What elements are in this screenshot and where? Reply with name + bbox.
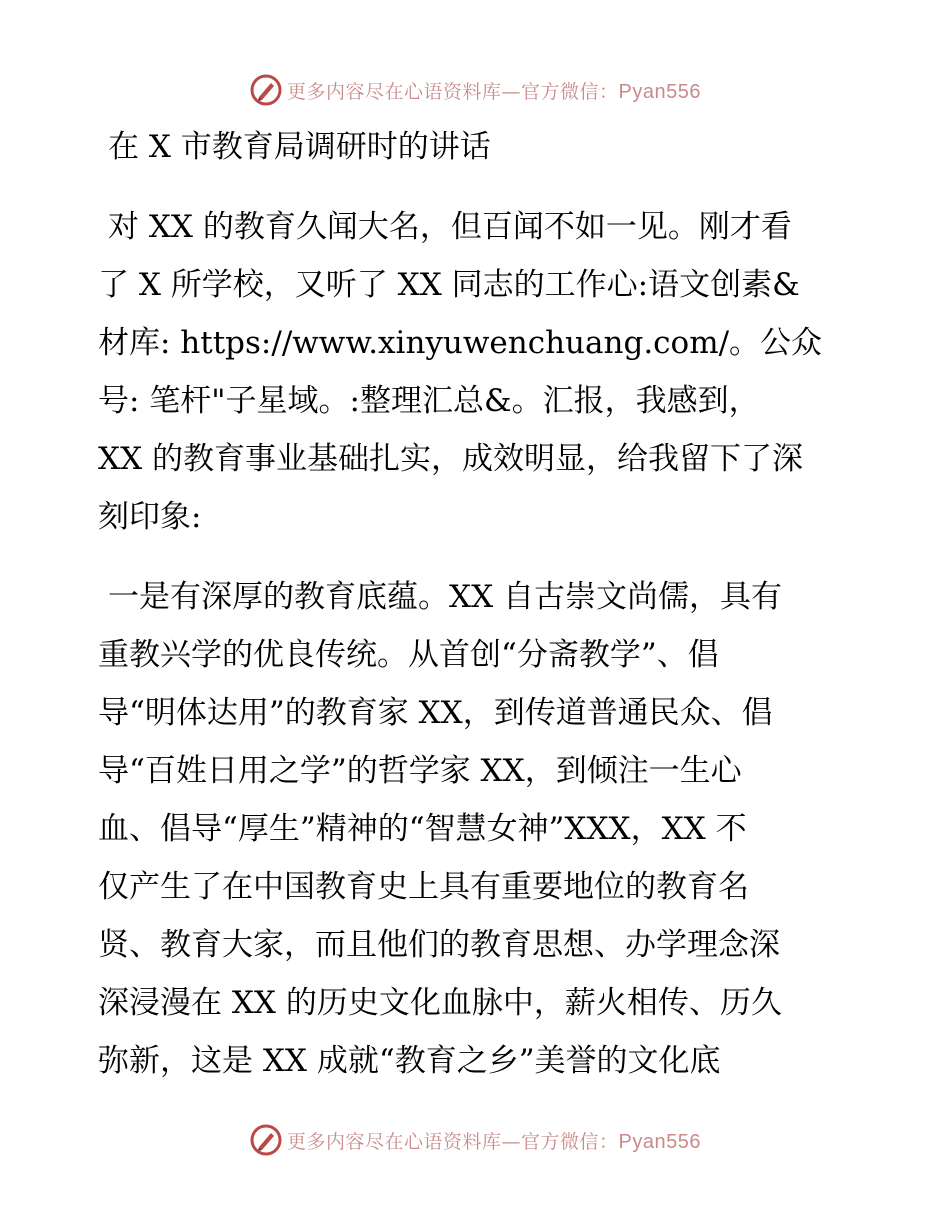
header-banner	[0, 70, 950, 110]
paragraph-line: 导“百姓日用之学”的哲学家 XX，到倾注一生心	[98, 753, 742, 789]
document-body	[98, 118, 878, 1090]
paragraph-line: 仅产生了在中国教育史上具有重要地位的教育名	[98, 869, 749, 905]
paragraph-line: 了 X 所学校，又听了 XX 同志的工作心:语文创素&	[98, 267, 800, 303]
paragraph-line: 深浸漫在 XX 的历史文化血脉中，薪火相传、历久	[98, 985, 782, 1021]
paragraph-line: 材库: https://www.xinyuwenchuang.com/。公众	[98, 325, 823, 361]
pen-logo-icon	[249, 1123, 283, 1157]
footer-banner-text	[287, 1127, 701, 1154]
paragraph-line: 刻印象:	[98, 499, 202, 535]
paragraph-line: 弥新，这是 XX 成就“教育之乡”美誉的文化底	[98, 1043, 721, 1079]
pen-logo-icon	[249, 73, 283, 107]
document-title: 在 X 市教育局调研时的讲话	[108, 129, 491, 165]
banner-wechat-id: Pyan556	[618, 80, 701, 103]
banner-official-label: 官方微信：	[521, 80, 619, 103]
banner-separator: —	[501, 80, 522, 103]
paragraph-line: 号: 笔杆"子星域。:整理汇总&。汇报，我感到，	[98, 383, 760, 419]
footer-banner	[0, 1120, 950, 1160]
banner-wechat-id: Pyan556	[618, 1130, 701, 1153]
paragraph-line: 血、倡导“厚生”精神的“智慧女神”XXX，XX 不	[98, 811, 747, 847]
header-banner-text	[287, 77, 701, 104]
paragraph-line: 贤、教育大家，而且他们的教育思想、办学理念深	[98, 927, 780, 963]
paragraph-line: 对 XX 的教育久闻大名，但百闻不如一见。刚才看	[108, 209, 792, 245]
banner-separator: —	[501, 1130, 522, 1153]
paragraph-line: 重教兴学的优良传统。从首创“分斋教学”、倡	[98, 637, 719, 673]
paragraph-line: 一是有深厚的教育底蕴。XX 自古崇文尚儒，具有	[108, 579, 782, 615]
paragraph-point-one	[98, 568, 878, 1090]
banner-official-label: 官方微信：	[521, 1130, 619, 1153]
paragraph-line: 导“明体达用”的教育家 XX，到传道普通民众、倡	[98, 695, 773, 731]
banner-library-text: 更多内容尽在心语资料库	[287, 1130, 502, 1153]
paragraph-intro	[98, 198, 878, 546]
banner-library-text: 更多内容尽在心语资料库	[287, 80, 502, 103]
paragraph-line: XX 的教育事业基础扎实，成效明显，给我留下了深	[98, 441, 803, 477]
